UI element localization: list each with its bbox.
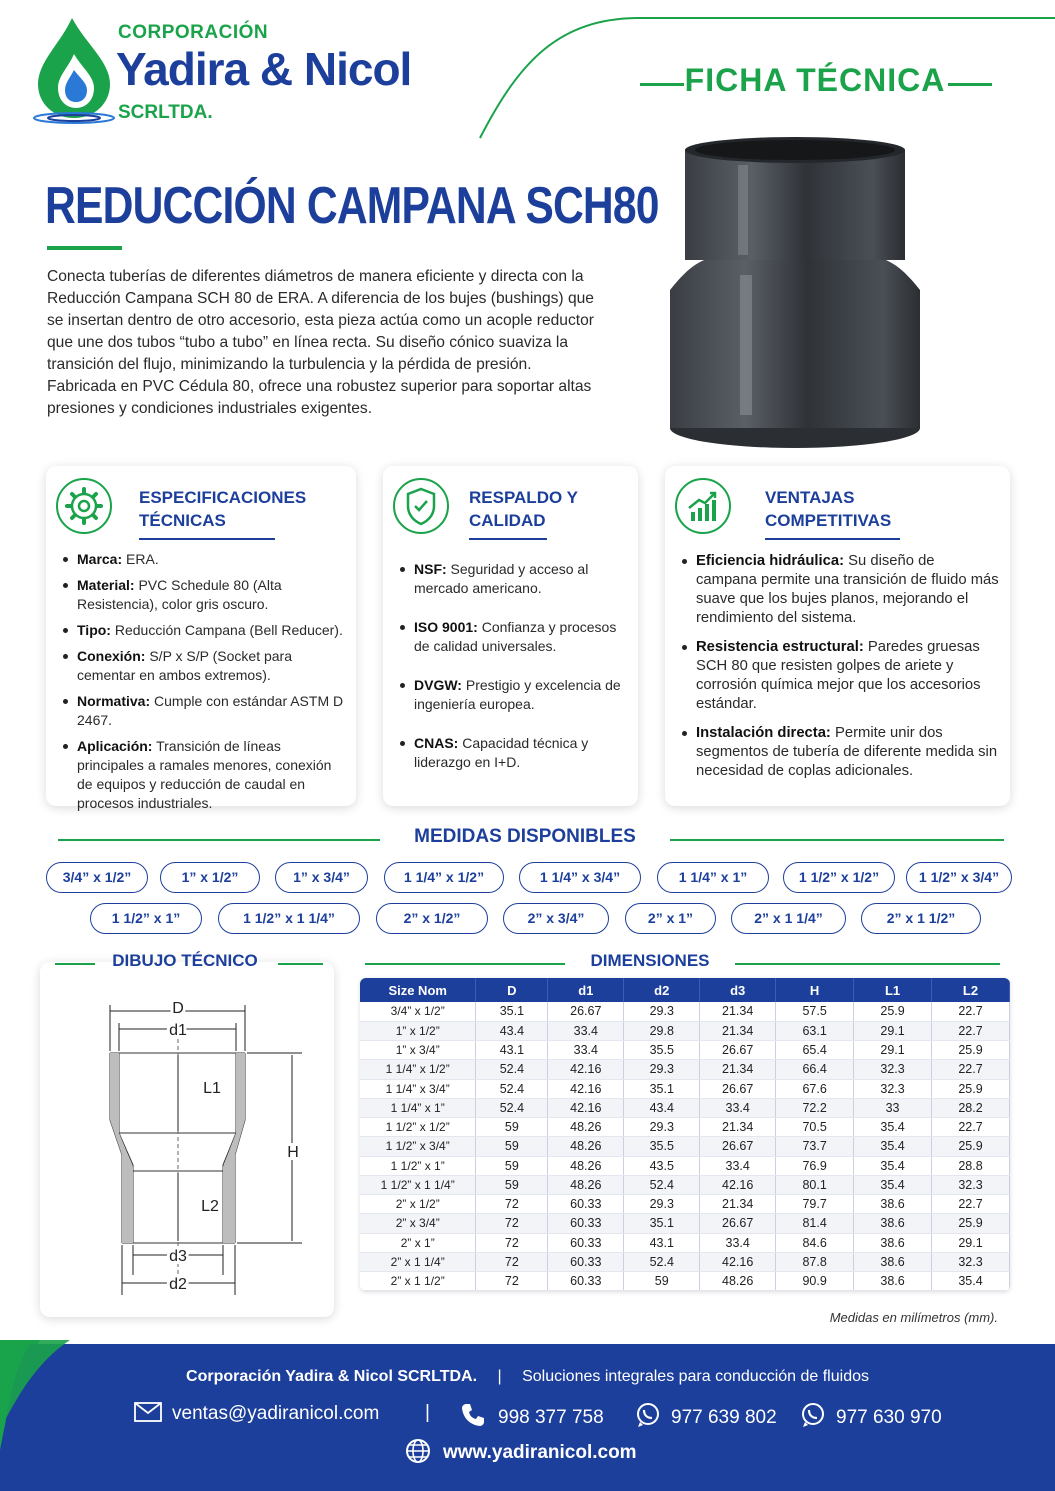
size-pill[interactable]: 2” x 3/4” (503, 903, 609, 934)
table-cell: 42.16 (548, 1060, 624, 1079)
table-cell: 38.6 (854, 1195, 932, 1214)
table-cell: 25.9 (932, 1214, 1010, 1233)
table-cell: 59 (624, 1272, 700, 1291)
table-cell: 33.4 (700, 1233, 776, 1252)
dim-label-L2: L2 (201, 1198, 219, 1215)
table-cell: 22.7 (932, 1060, 1010, 1079)
table-cell: 42.16 (548, 1098, 624, 1117)
table-cell: 43.1 (624, 1233, 700, 1252)
mail-icon (134, 1402, 162, 1422)
drawing-line-left (55, 963, 95, 965)
list-item: Marca: ERA. (60, 550, 345, 569)
list-item: CNAS: Capacidad técnica y liderazgo en I+D. (397, 734, 629, 772)
advantages-list (679, 552, 999, 788)
shield-check-icon (393, 478, 449, 534)
specs-title-underline (139, 538, 275, 540)
drawing-line-right (278, 963, 323, 965)
dim-label-D: D (172, 1000, 184, 1017)
table-cell: 28.2 (932, 1098, 1010, 1117)
table-cell: 35.4 (932, 1272, 1010, 1291)
table-cell: 70.5 (776, 1118, 854, 1137)
table-row (360, 1175, 1010, 1194)
table-cell: 52.4 (476, 1098, 548, 1117)
table-cell: 22.7 (932, 1195, 1010, 1214)
whatsapp-icon (635, 1402, 661, 1428)
table-cell: 21.34 (700, 1195, 776, 1214)
table-cell: 60.33 (548, 1252, 624, 1271)
phone-link[interactable] (460, 1402, 604, 1429)
title-underline (47, 246, 122, 250)
size-pill[interactable]: 1” x 3/4” (275, 862, 368, 893)
table-cell: 33.4 (700, 1098, 776, 1117)
table-cell: 1 1/2” x 1 1/4” (360, 1175, 476, 1194)
size-pill[interactable]: 2” x 1/2” (376, 903, 488, 934)
table-cell: 72.2 (776, 1098, 854, 1117)
table-row (360, 1252, 1010, 1271)
technical-drawing (40, 985, 334, 1315)
ficha-tecnica-heading: FICHA TÉCNICA (684, 62, 946, 98)
table-cell: 87.8 (776, 1252, 854, 1271)
table-cell: 1 1/2” x 1/2” (360, 1118, 476, 1137)
advantages-title-underline (765, 538, 900, 540)
table-row (360, 1195, 1010, 1214)
table-cell: 52.4 (624, 1175, 700, 1194)
table-cell: 22.7 (932, 1021, 1010, 1040)
table-cell: 35.4 (854, 1175, 932, 1194)
advantages-title-line2: COMPETITIVAS (765, 511, 892, 530)
table-cell: 32.3 (932, 1175, 1010, 1194)
table-row (360, 1041, 1010, 1060)
product-title: REDUCCIÓN CAMPANA SCH80 (45, 177, 659, 235)
list-item: Resistencia estructural: Paredes gruesas SCH 80 que resisten golpes de ariete y corrosión química mejor que los accesorios estándar. (679, 638, 999, 714)
table-cell: 43.4 (476, 1021, 548, 1040)
table-cell: 22.7 (932, 1118, 1010, 1137)
specs-card (46, 466, 356, 811)
table-cell: 33.4 (700, 1156, 776, 1175)
table-cell: 3/4” x 1/2” (360, 1002, 476, 1021)
table-cell: 35.4 (854, 1118, 932, 1137)
table-cell: 79.7 (776, 1195, 854, 1214)
table-cell: 43.5 (624, 1156, 700, 1175)
whatsapp-link[interactable] (800, 1402, 942, 1429)
whatsapp-link[interactable] (635, 1402, 777, 1429)
growth-chart-icon (675, 478, 731, 534)
list-item: NSF: Seguridad y acceso al mercado americano. (397, 560, 629, 598)
size-pill[interactable]: 2” x 1” (625, 903, 716, 934)
footer-phone2: 977 639 802 (671, 1407, 777, 1428)
table-cell: 66.4 (776, 1060, 854, 1079)
table-cell: 42.16 (548, 1079, 624, 1098)
table-cell: 35.1 (476, 1002, 548, 1021)
table-row (360, 1137, 1010, 1156)
footer-company: Corporación Yadira & Nicol SCRLTDA. (186, 1368, 478, 1385)
table-cell: 26.67 (700, 1041, 776, 1060)
table-cell: 73.7 (776, 1137, 854, 1156)
footer-website: www.yadiranicol.com (443, 1442, 637, 1463)
col-header: L1 (854, 978, 932, 1002)
whatsapp-icon (800, 1402, 826, 1428)
table-cell: 32.3 (854, 1060, 932, 1079)
table-cell: 25.9 (932, 1041, 1010, 1060)
table-cell: 57.5 (776, 1002, 854, 1021)
table-cell: 48.26 (548, 1156, 624, 1175)
table-cell: 21.34 (700, 1118, 776, 1137)
ficha-line-right (948, 83, 992, 86)
footer-phone1: 998 377 758 (498, 1407, 604, 1428)
table-cell: 21.34 (700, 1021, 776, 1040)
list-item: Conexión: S/P x S/P (Socket para cementar en ambos extremos). (60, 647, 345, 685)
table-row (360, 1233, 1010, 1252)
table-cell: 32.3 (932, 1252, 1010, 1271)
table-cell: 38.6 (854, 1233, 932, 1252)
gear-icon (56, 478, 112, 534)
table-cell: 67.6 (776, 1079, 854, 1098)
table-cell: 25.9 (932, 1079, 1010, 1098)
phone-icon (460, 1402, 486, 1428)
product-image (660, 135, 930, 455)
table-cell: 38.6 (854, 1252, 932, 1271)
table-cell: 65.4 (776, 1041, 854, 1060)
table-cell: 33.4 (548, 1021, 624, 1040)
size-pill[interactable]: 1 1/2” x 1/2” (783, 862, 895, 893)
logo-company-name: Yadira & Nicol (116, 43, 412, 95)
col-header: L2 (932, 978, 1010, 1002)
email-link[interactable] (134, 1402, 379, 1425)
table-cell: 48.26 (548, 1175, 624, 1194)
table-cell: 35.4 (854, 1156, 932, 1175)
quality-card-title (469, 486, 578, 532)
table-cell: 42.16 (700, 1175, 776, 1194)
list-item: Material: PVC Schedule 80 (Alta Resistencia), color gris oscuro. (60, 576, 345, 614)
table-row (360, 1118, 1010, 1137)
table-cell: 22.7 (932, 1002, 1010, 1021)
dimensions-table (360, 978, 1010, 1291)
table-cell: 72 (476, 1214, 548, 1233)
table-cell: 60.33 (548, 1214, 624, 1233)
table-cell: 63.1 (776, 1021, 854, 1040)
water-drop-icon (30, 14, 120, 124)
table-cell: 48.26 (700, 1272, 776, 1291)
table-row (360, 1079, 1010, 1098)
quality-title-underline (469, 538, 547, 540)
dimensions-line-right (735, 963, 1000, 965)
table-cell: 38.6 (854, 1272, 932, 1291)
table-cell: 1” x 3/4” (360, 1041, 476, 1060)
table-cell: 59 (476, 1137, 548, 1156)
table-cell: 72 (476, 1272, 548, 1291)
table-row (360, 1098, 1010, 1117)
dim-label-d2: d2 (169, 1276, 187, 1293)
specs-card-title (139, 486, 306, 532)
table-row (360, 1156, 1010, 1175)
table-cell: 25.9 (854, 1002, 932, 1021)
table-row (360, 1002, 1010, 1021)
table-cell: 2” x 1 1/4” (360, 1252, 476, 1271)
table-cell: 76.9 (776, 1156, 854, 1175)
table-cell: 80.1 (776, 1175, 854, 1194)
table-cell: 28.8 (932, 1156, 1010, 1175)
list-item: Normativa: Cumple con estándar ASTM D 2467. (60, 692, 345, 730)
list-item: ISO 9001: Confianza y procesos de calidad universales. (397, 618, 629, 656)
footer-separator: | (425, 1402, 430, 1423)
advantages-card (665, 466, 1010, 806)
list-item: Eficiencia hidráulica: Su diseño de campana permite una transición de fluido más suave que los bujes planos, mejorando el rendimiento del sistema. (679, 552, 999, 628)
table-cell: 42.16 (700, 1252, 776, 1271)
table-cell: 25.9 (932, 1137, 1010, 1156)
dim-label-H: H (287, 1144, 299, 1161)
sizes-title: MEDIDAS DISPONIBLES (414, 826, 636, 847)
website-link[interactable] (405, 1438, 637, 1464)
quality-title-line1: RESPALDO Y (469, 488, 578, 507)
size-pill[interactable]: 2” x 1 1/2” (861, 903, 981, 934)
table-cell: 52.4 (624, 1252, 700, 1271)
table-cell: 72 (476, 1233, 548, 1252)
table-cell: 59 (476, 1118, 548, 1137)
table-cell: 29.3 (624, 1195, 700, 1214)
table-row (360, 1060, 1010, 1079)
logo-company-suffix: SCRLTDA. (118, 102, 213, 123)
table-cell: 21.34 (700, 1060, 776, 1079)
table-cell: 2” x 1/2” (360, 1195, 476, 1214)
size-pill[interactable]: 1 1/2” x 1” (90, 903, 202, 934)
table-cell: 2” x 1 1/2” (360, 1272, 476, 1291)
table-cell: 38.6 (854, 1214, 932, 1233)
table-cell: 29.8 (624, 1021, 700, 1040)
table-cell: 1 1/4” x 3/4” (360, 1079, 476, 1098)
units-note: Medidas en milímetros (mm). (829, 1310, 998, 1325)
table-cell: 29.1 (854, 1021, 932, 1040)
specs-list (60, 550, 345, 820)
table-cell: 52.4 (476, 1060, 548, 1079)
size-pill[interactable]: 1” x 1/2” (160, 862, 260, 893)
table-cell: 90.9 (776, 1272, 854, 1291)
table-cell: 43.4 (624, 1098, 700, 1117)
table-cell: 35.5 (624, 1137, 700, 1156)
table-cell: 35.1 (624, 1079, 700, 1098)
table-cell: 32.3 (854, 1079, 932, 1098)
table-cell: 29.3 (624, 1060, 700, 1079)
footer-email: ventas@yadiranicol.com (172, 1403, 380, 1424)
table-cell: 1 1/2” x 1” (360, 1156, 476, 1175)
table-cell: 60.33 (548, 1272, 624, 1291)
table-cell: 26.67 (700, 1079, 776, 1098)
table-cell: 35.4 (854, 1137, 932, 1156)
dimensions-title: DIMENSIONES (590, 951, 710, 970)
table-cell: 60.33 (548, 1233, 624, 1252)
quality-list (397, 560, 629, 779)
table-cell: 1” x 1/2” (360, 1021, 476, 1040)
table-cell: 48.26 (548, 1137, 624, 1156)
dim-label-L1: L1 (203, 1080, 221, 1097)
table-cell: 52.4 (476, 1079, 548, 1098)
table-cell: 59 (476, 1175, 548, 1194)
advantages-title-line1: VENTAJAS (765, 488, 855, 507)
table-cell: 1 1/4” x 1” (360, 1098, 476, 1117)
list-item: Aplicación: Transición de líneas principales a ramales menores, conexión de equipos y reducción de caudal en procesos industriales. (60, 737, 345, 813)
dim-label-d3: d3 (169, 1248, 187, 1265)
table-cell: 35.1 (624, 1214, 700, 1233)
company-logo (30, 14, 500, 134)
table-cell: 29.1 (932, 1233, 1010, 1252)
drawing-title: DIBUJO TÉCNICO (112, 951, 258, 970)
table-cell: 26.67 (548, 1002, 624, 1021)
sizes-line-right (670, 839, 1004, 841)
col-header: d1 (548, 978, 624, 1002)
table-cell: 2” x 3/4” (360, 1214, 476, 1233)
footer-phone3: 977 630 970 (836, 1407, 942, 1428)
size-pill[interactable]: 1 1/2” x 1 1/4” (218, 903, 360, 934)
logo-corp-label: CORPORACIÓN (118, 22, 269, 43)
size-pill[interactable]: 1 1/2” x 3/4” (906, 862, 1012, 893)
size-pill[interactable]: 1 1/4” x 3/4” (519, 862, 641, 893)
table-cell: 48.26 (548, 1118, 624, 1137)
globe-icon (405, 1438, 431, 1464)
col-header: d3 (700, 978, 776, 1002)
table-cell: 1 1/4” x 1/2” (360, 1060, 476, 1079)
table-cell: 29.3 (624, 1002, 700, 1021)
footer-company-line (0, 1368, 1055, 1386)
table-row (360, 1272, 1010, 1291)
dim-label-d1: d1 (169, 1022, 187, 1039)
table-cell: 1 1/2” x 3/4” (360, 1137, 476, 1156)
list-item: Tipo: Reducción Campana (Bell Reducer). (60, 621, 345, 640)
table-cell: 35.5 (624, 1041, 700, 1060)
product-description: Conecta tuberías de diferentes diámetros de manera eficiente y directa con la Reducción Campana SCH 80 de ERA. A diferencia de los bujes (bushings) que se insertan dentro de otro accesorio, esta pieza actúa como un acople reductor que une dos tubos “tubo a tubo” en línea recta. Su diseño cónico suaviza la transición del flujo, minimizando la turbulencia y la pérdida de presión. Fabricada en PVC Cédula 80, ofrece una robustez superior para soportar altas presiones y condiciones industriales exigentes. (47, 268, 594, 417)
table-cell: 59 (476, 1156, 548, 1175)
table-cell: 26.67 (700, 1137, 776, 1156)
table-cell: 81.4 (776, 1214, 854, 1233)
specs-title-line2: TÉCNICAS (139, 511, 226, 530)
table-row (360, 1214, 1010, 1233)
table-header-row (360, 978, 1010, 1002)
col-header: Size Nom (360, 978, 476, 1002)
list-item: DVGW: Prestigio y excelencia de ingeniería europea. (397, 676, 629, 714)
col-header: D (476, 978, 548, 1002)
quality-title-line2: CALIDAD (469, 511, 546, 530)
col-header: H (776, 978, 854, 1002)
list-item: Instalación directa: Permite unir dos segmentos de tubería de diferente medida sin necesidad de coplas adicionales. (679, 724, 999, 781)
table-cell: 72 (476, 1195, 548, 1214)
table-cell: 60.33 (548, 1195, 624, 1214)
sizes-line-left (58, 839, 380, 841)
size-pill[interactable]: 1 1/4” x 1/2” (384, 862, 504, 893)
specs-title-line1: ESPECIFICACIONES (139, 488, 307, 507)
table-cell: 26.67 (700, 1214, 776, 1233)
table-cell: 43.1 (476, 1041, 548, 1060)
table-cell: 72 (476, 1252, 548, 1271)
table-cell: 2” x 1” (360, 1233, 476, 1252)
table-cell: 29.3 (624, 1118, 700, 1137)
footer-tagline: Soluciones integrales para conducción de fluidos (522, 1368, 869, 1385)
size-pill[interactable]: 1 1/4” x 1” (657, 862, 769, 893)
table-cell: 84.6 (776, 1233, 854, 1252)
col-header: d2 (624, 978, 700, 1002)
table-cell: 21.34 (700, 1002, 776, 1021)
table-cell: 33.4 (548, 1041, 624, 1060)
table-cell: 33 (854, 1098, 932, 1117)
dimensions-table-body (360, 1002, 1010, 1291)
advantages-card-title (765, 486, 891, 532)
table-row (360, 1021, 1010, 1040)
size-pill[interactable]: 2” x 1 1/4” (731, 903, 846, 934)
size-pill[interactable]: 3/4” x 1/2” (46, 862, 148, 893)
quality-card (383, 466, 638, 806)
footer-separator: | (497, 1368, 502, 1385)
dimensions-line-left (365, 963, 565, 965)
table-cell: 29.1 (854, 1041, 932, 1060)
